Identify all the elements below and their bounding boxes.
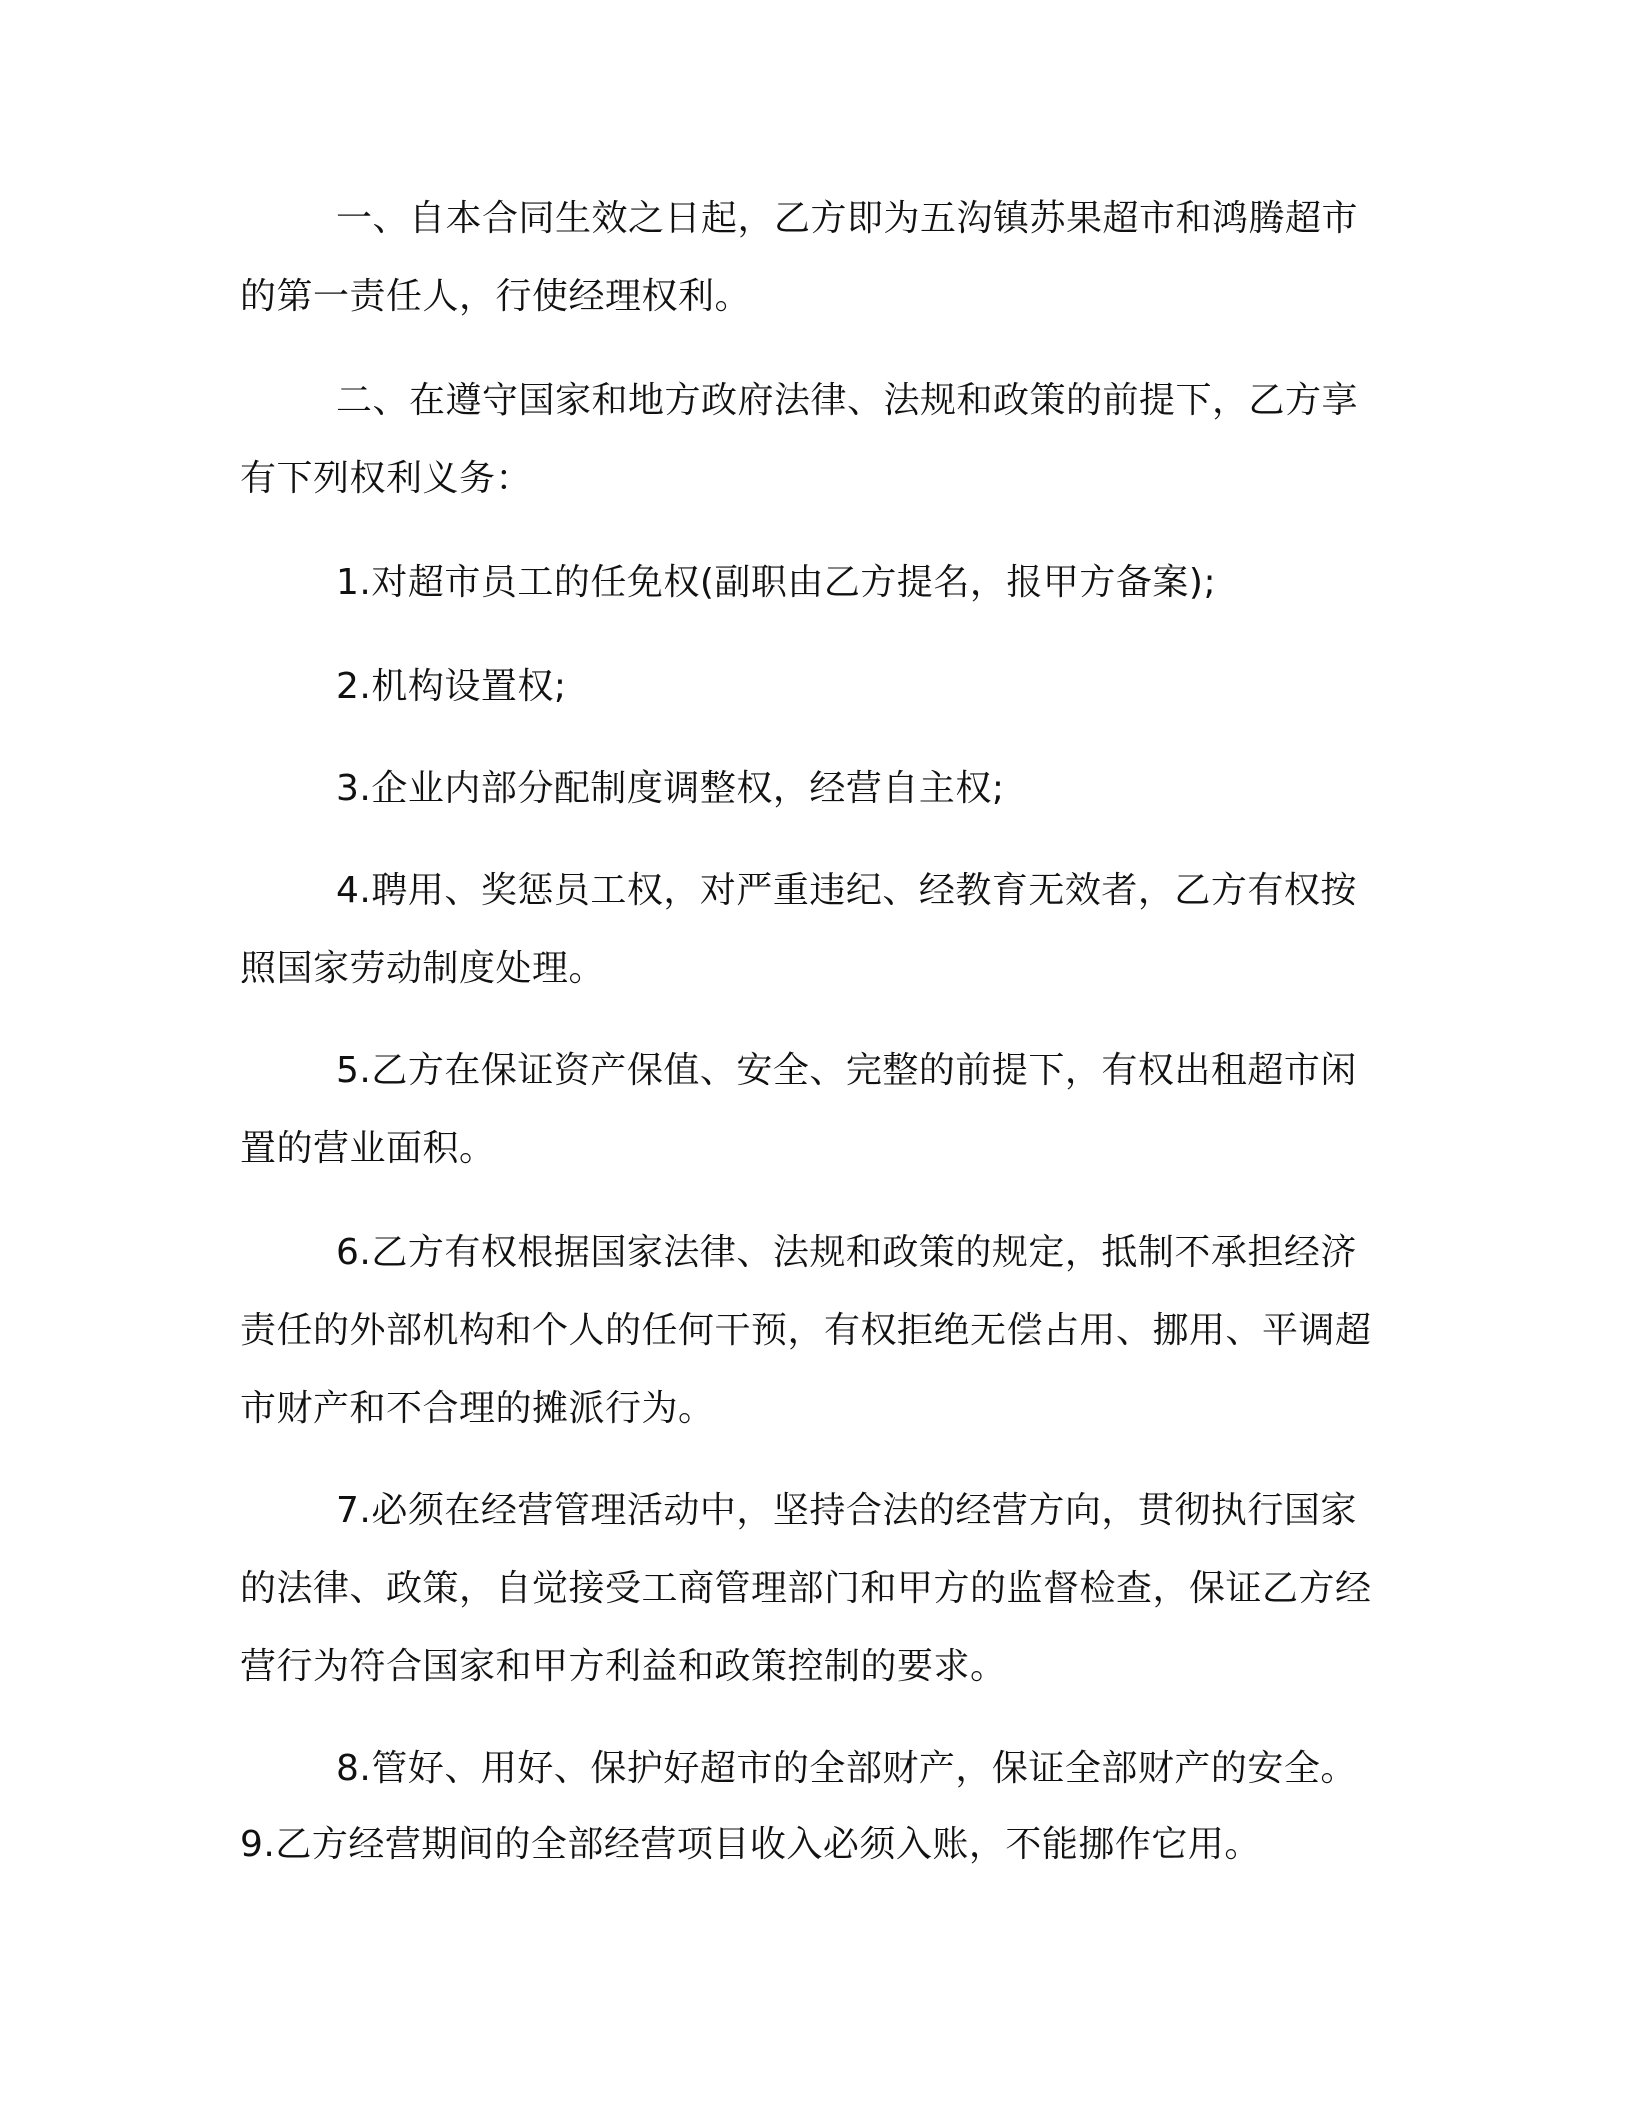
paragraph-clause-2: 二、在遵守国家和地方政府法律、法规和政策的前提下，乙方享有下列权利义务：: [240, 380, 1359, 499]
paragraph-item-5: 5.乙方在保证资产保值、安全、完整的前提下，有权出租超市闲置的营业面积。: [240, 1050, 1357, 1169]
paragraph-item-2: 2.机构设置权;: [336, 666, 567, 707]
paragraph-item-9: 9.乙方经营期间的全部经营项目收入必须入账，不能挪作它用。: [240, 1824, 1261, 1865]
paragraph-item-3: 3.企业内部分配制度调整权，经营自主权;: [336, 768, 1005, 809]
paragraph-item-7: 7.必须在经营管理活动中，坚持合法的经营方向，贯彻执行国家的法律、政策，自觉接受工商管理部门和甲方的监督检查，保证乙方经营行为符合国家和甲方利益和政策控制的要求。: [240, 1490, 1372, 1687]
paragraph-clause-1: 一、自本合同生效之日起，乙方即为五沟镇苏果超市和鸿腾超市的第一责任人，行使经理权利。: [240, 198, 1359, 317]
paragraph-item-6: 6.乙方有权根据国家法律、法规和政策的规定，抵制不承担经济责任的外部机构和个人的任何干预，有权拒绝无偿占用、挪用、平调超市财产和不合理的摊派行为。: [240, 1232, 1372, 1429]
paragraph-item-4: 4.聘用、奖惩员工权，对严重违纪、经教育无效者，乙方有权按照国家劳动制度处理。: [240, 870, 1357, 989]
paragraph-item-8: 8.管好、用好、保护好超市的全部财产，保证全部财产的安全。: [336, 1748, 1357, 1789]
paragraph-item-1: 1.对超市员工的任免权(副职由乙方提名，报甲方备案);: [336, 562, 1217, 603]
